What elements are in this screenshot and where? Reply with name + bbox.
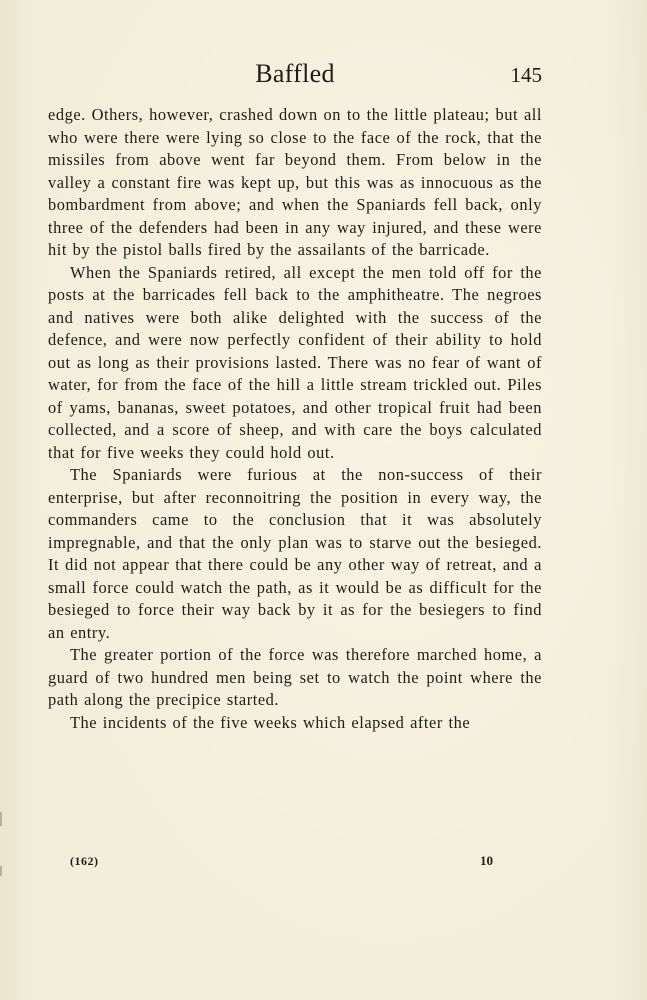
paragraph-3: The Spaniards were furious at the non-success of their enterprise, but after reconnoitring the position in every way, the commanders came to the conclusion that it was absolutely impregnable, and that the only plan was to starve out the besieged. It did not appear that there could be any other way of retreat, and a small force could watch the path, as it would be as difficult for the besieged to force their way back by it as for the besiegers to find an entry. — [48, 465, 542, 642]
signature-line — [48, 852, 542, 870]
paragraph-4: The greater portion of the force was therefore marched home, a guard of two hundred men being set to watch the point where the path along the precipice started. — [48, 645, 542, 709]
paragraph-1: edge. Others, however, crashed down on to the little plateau; but all who were there were lying so close to the face of the rock, that the missiles from above went far beyond them. From below in the valley a constant fire was kept up, but this was as innocuous as the bombardment from above; and when the Spaniards fell back, only three of the defenders had been in any way injured, and these were hit by the pistol balls fired by the assailants of the barricade. — [48, 105, 542, 259]
signature-mark: (162) — [70, 854, 99, 868]
running-title: Baffled — [255, 59, 335, 88]
edge-tick-mark — [0, 812, 2, 826]
paragraph-5: The incidents of the five weeks which elapsed after the — [70, 712, 471, 732]
page-number: 145 — [510, 63, 542, 87]
running-head — [48, 56, 542, 92]
body-text — [48, 104, 542, 734]
edge-tick-mark — [0, 866, 2, 876]
signature-number: 10 — [480, 853, 493, 868]
paragraph-2: When the Spaniards retired, all except the men told off for the posts at the barricades fell back to the amphitheatre. The negroes and natives were both alike delighted with the success of the defence, and were now perfectly confident of their ability to hold out as long as their provisions lasted. There was no fear of want of water, for from the face of the hill a little stream trickled out. Piles of yams, bananas, sweet potatoes, and other tropical fruit had been collected, and a score of sheep, and with care the boys calculated that for five weeks they could hold out. — [48, 262, 542, 462]
